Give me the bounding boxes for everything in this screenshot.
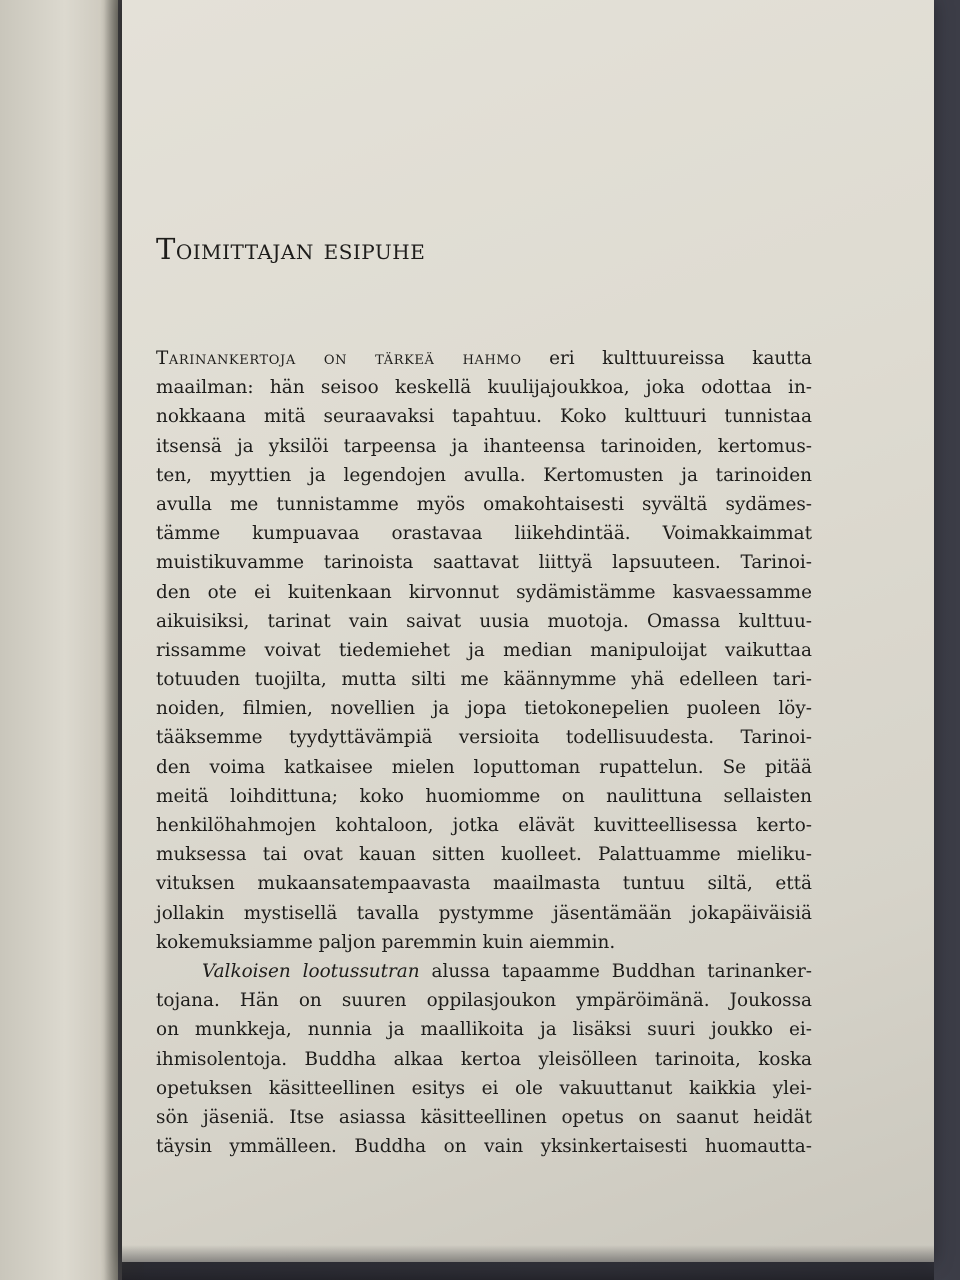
book-page [122,0,934,1262]
page-body [156,344,812,1161]
text-line: den ote ei kuitenkaan kirvonnut sydämistämme kasvaessamme [156,581,812,603]
text-line: itsensä ja yksilöi tarpeensa ja ihanteensa tarinoiden, kertomus- [156,435,812,457]
text-line: opetuksen käsitteellinen esitys ei ole vakuuttanut kaikkia ylei- [156,1077,812,1099]
text-line: avulla me tunnistamme myös omakohtaisesti syvältä sydämes- [156,493,812,515]
text-line: ihmisolentoja. Buddha alkaa kertoa yleisölleen tarinoita, koska [156,1048,812,1070]
text-line: täysin ymmälleen. Buddha on vain yksinkertaisesti huomautta- [156,1136,812,1158]
paragraph-1 [156,344,812,957]
paragraph-2 [156,957,812,1161]
sutra-title-italic: Valkoisen lootussutran [202,960,420,982]
first-line-rest: alussa tapaamme Buddhan tarinanker- [419,960,812,982]
text-line: noiden, filmien, novellien ja jopa tietokonepelien puoleen löy- [156,698,812,720]
page-bottom-shadow [122,1245,934,1280]
text-line: nokkaana mitä seuraavaksi tapahtuu. Koko kulttuuri tunnistaa [156,406,812,428]
text-line: tämme kumpuavaa orastavaa liikehdintää. Voimakkaimmat [156,523,812,545]
text-line: ten, myyttien ja legendojen avulla. Kertomusten ja tarinoiden [156,464,812,486]
text-line: muistikuvamme tarinoista saattavat liittyä lapsuuteen. Tarinoi- [156,552,812,574]
paragraph-1-first-line [156,344,812,373]
text-line: on munkkeja, nunnia ja maallikoita ja lisäksi suuri joukko ei- [156,1019,812,1041]
text-line: den voima katkaisee mielen loputtoman rupattelun. Se pitää [156,756,812,778]
text-line: muksessa tai ovat kauan sitten kuolleet. Palattuamme mieliku- [156,844,812,866]
text-line: meitä loihdittuna; koko huomiomme on naulittuna sellaisten [156,785,812,807]
text-line: maailman: hän seisoo keskellä kuulijajoukkoa, joka odottaa in- [156,377,812,399]
text-line: aikuisiksi, tarinat vain saivat uusia muotoja. Omassa kulttuu- [156,610,812,632]
paragraph-2-first-line [156,957,812,986]
lead-in-small-caps: Tarinankertoja on tärkeä hahmo [156,348,522,369]
text-line: tääksemme tyydyttävämpiä versioita todellisuudesta. Tarinoi- [156,727,812,749]
left-page-edge [0,0,118,1280]
text-line: jollakin mystisellä tavalla pystymme jäsentämään jokapäiväisiä [156,902,812,924]
chapter-title: Toimittajan esipuhe [156,232,426,266]
text-line: vituksen mukaansatempaavasta maailmasta tuntuu siltä, että [156,873,812,895]
first-line-rest: eri kulttuureissa kautta [521,348,813,369]
paragraph-1-last-line: kokemuksiamme paljon paremmin kuin aiemmin. [156,931,616,953]
text-line: sön jäseniä. Itse asiassa käsitteellinen opetus on saanut heidät [156,1106,812,1128]
text-line: henkilöhahmojen kohtaloon, jotka elävät kuvitteellisessa kerto- [156,815,812,836]
text-line: rissamme voivat tiedemiehet ja median manipuloijat vaikuttaa [156,639,812,661]
text-line: tojana. Hän on suuren oppilasjoukon ympäröimänä. Joukossa [156,990,812,1012]
text-line: totuuden tuojilta, mutta silti me käännymme yhä edelleen tari- [156,669,812,691]
